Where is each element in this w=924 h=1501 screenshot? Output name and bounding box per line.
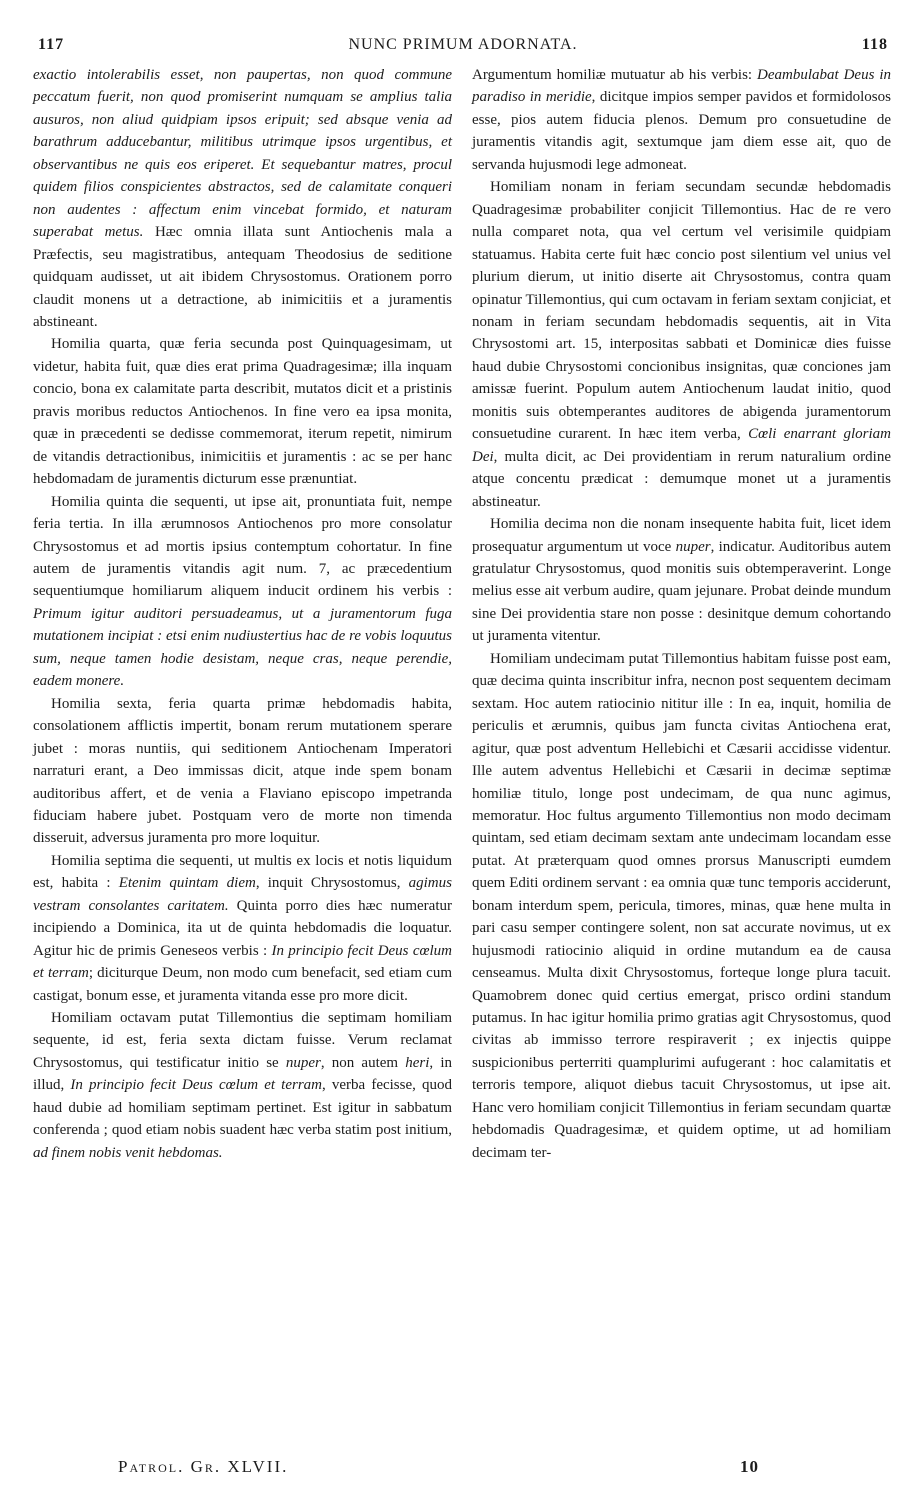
left-column bbox=[33, 64, 452, 1164]
paragraph: Homilia quinta die sequenti, ut ipse ait, pronuntiata fuit, nempe feria tertia. In illa ærumnosos Antiochenos pro more consolatur Chrysostomus et ad mortis ipsius contemptum cohortatur. In fine autem de juramentis vitandis agit num. 7, ac præcedentium sequentiumque homiliarum aliquem inducit ordinem his verbis : Primum igitur auditori persuadeamus, ut a juramentorum fuga mutationem incipiat : etsi enim nudiustertius hac de re vobis loquutus sum, neque tamen hodie desistam, neque cras, neque perendie, eadem monere. bbox=[33, 493, 452, 690]
paragraph: Homilia quarta, quæ feria secunda post Quinquagesimam, ut videtur, habita fuit, quæ dies erat prima Quadragesimæ; illa inquam concio, bona ex calamitate parta describit, mutatos dicit et a pristinis pravis moribus reductos Antiochenos. In fine vero ea ipsa monita, quæ in præcedenti se dedisse commemorat, iterum repetit, nimirum de vitandis detractionibus, inimicitiis et juramentis : ac se per hanc hebdomadam de juramentis dicturum esse prænuntiat. bbox=[33, 336, 452, 488]
paragraph: Homiliam nonam in feriam secundam secundæ hebdomadis Quadragesimæ probabiliter conjicit Tillemontius. Hac de re vero nulla comparet nota, qua vel certum vel verisimile quidpiam statuamus. Habita certe fuit hæc concio post silentium vel unius vel plurium dierum, ut initio diserte ait Chrysostomus, contra quam opinatur Tillemontius, qui cum octavam in feriam sextam conjiciat, et nonam in feriam secundam hebdomadis sequentis, ait in Vita Chrysostomi art. 15, interpositas sabbati et Dominicæ dies fuisse haud dubie Chrysostomi concionibus insignitas, quæ conciones jam amissæ fuerint. Populum autem Antiochenum laudat initio, quod monitis suis obtemperantes auditores de abigenda juramentorum consuetudine curarent. In hæc item verba, Cœli enarrant gloriam Dei, multa dicit, ac Dei providentiam in rerum naturalium ordine atque concentu prædicat : demumque monet ut a juramentis abstineatur. bbox=[472, 179, 892, 510]
page-footer bbox=[0, 1457, 924, 1485]
paragraph: exactio intolerabilis esset, non paupertas, non quod commune peccatum fuerit, non quod promiserint numquam se amplius talia ausuros, non aliud quidpiam ipsos eripuit; sed absque venia ad barathrum adducebantur, militibus utrimque ipsos urgentibus, et observantibus ne quis eos eriperet. Et sequebantur matres, procul quidem filios conspicientes abstractos, sed de calamitate conqueri non audentes : affectum enim vincebat formido, et naturam superabat metus. Hæc omnia illata sunt Antiochenis mala a Præfectis, seu magistratibus, antequam Theodosius de seditione quidquam audisset, ut ait ibidem Chrysostomus. Orationem porro claudit monens ut a detractione, ab inimicitiis et a juramentis abstineant. bbox=[33, 67, 453, 330]
paragraph: Homilia septima die sequenti, ut multis ex locis et notis liquidum est, habita : Etenim quintam diem, inquit Chrysostomus, agimus vestram consolantes caritatem. Quinta porro dies hæc numeratur incipiendo a Dominica, ita ut de quinta hebdomadis die loquatur. Agitur hic de primis Geneseos verbis : In principio fecit Deus cœlum et terram; diciturque Deum, non modo cum benefacit, sed etiam cum castigat, bonum esse, et juramenta vitanda esse pro more dicit. bbox=[33, 852, 453, 1004]
sheet-number: 10 bbox=[740, 1457, 759, 1476]
running-header bbox=[38, 36, 888, 60]
running-title: NUNC PRIMUM ADORNATA. bbox=[348, 36, 578, 53]
signature-mark: Patrol. Gr. XLVII. bbox=[118, 1457, 289, 1476]
page-number-right: 118 bbox=[861, 36, 888, 53]
page-number-left: 117 bbox=[38, 36, 65, 53]
paragraph: Homilia sexta, feria quarta primæ hebdomadis habita, consolationem afflictis impertit, bonam rerum mutationem sperare jubet : moras nuntiis, qui seditionem Antiochenam Imperatori narraturi erant, a Deo immissas dicit, atque inde spem bonam auditoribus affert, et de venia a Flaviano episcopo impetranda fiduciam habere jubet. Postquam vero de morte non timenda disseruit, adversus juramenta pro more loquitur. bbox=[33, 695, 452, 847]
paragraph: Argumentum homiliæ mutuatur ab his verbis: Deambulabat Deus in paradiso in meridie, dicitque impios semper pavidos et formidolosos esse, pios autem fiducia plenos. Demum pro consuetudine de juramentis vitandis agit, sextumque jam diem esse ait, quo de servanda hujusmodi lege admoneat. bbox=[472, 67, 891, 173]
paragraph: Homiliam undecimam putat Tillemontius habitam fuisse post eam, quæ decima quinta inscribitur infra, necnon post sequentem decimam sextam. Hoc autem ratiocinio nititur ille : In ea, inquit, homilia de periculis et ærumnis, quibus jam functa civitas Antiochena erat, agitur, quæ post adventum Hellebichi et Cæsarii accidisse videntur. Ille autem adventus Hellebichi et Cæsarii in decimæ septimæ homiliæ titulo, longe post undecimam, de qua nunc agimus, memoratur. Hoc fultus argumento Tillemontius non modo decimam quintam, sed etiam decimam sextam ante undecimam locandam esse putat. At præterquam quod omnes prorsus Manuscripti eumdem quem Editi ordinem servant : ea omnia quæ tunc temporis acciderunt, bonam interdum spem, pericula, timores, minas, quæ hene multa in pari casu semper contingere solent, non sat accurate novimus, ut ex hujusmodi ratiocinio aliquid in ordine mutandum ea de causa censeamus. Multa dixit Chrysostomus, forteque longe plura tacuit. Quamobrem donec quid certius emergat, prisco ordini standum putamus. In hac igitur homilia primo gratias agit Chrysostomus, quod civitas ab immisso terrore respiraverit ; ex injectis quippe suspicionibus perterriti quamplurimi aufugerant : hoc calamitatis et terroris tempore, aliquot diebus tacuit Chrysostomus, ut ipse ait. Hanc vero homiliam conjicit Tillemontius in feriam secundam quartæ hebdomadis Quadragesimæ, et quidem optime, ut ad homiliam decimam ter- bbox=[472, 650, 891, 1161]
paragraph: Homiliam octavam putat Tillemontius die septimam homiliam sequente, id est, feria sexta dictam fuisse. Verum reclamat Chrysostomus, qui testificatur initio se nuper, non autem heri, in illud, In principio fecit Deus cœlum et terram, verba fecisse, quod haud dubie ad homiliam septimam pertinet. Est igitur in sabbatum conferenda ; quod etiam nobis suadent hæc verba statim post initium, ad finem nobis venit hebdomas. bbox=[33, 1010, 452, 1161]
right-column bbox=[472, 64, 891, 1164]
paragraph: Homilia decima non die nonam insequente habita fuit, licet idem prosequatur argumentum ut voce nuper, indicatur. Auditoribus autem gratulatur Chrysostomus, quod monitis suis obtemperaverint. Longe melius esse ait verbum audire, quam jejunare. Probat deinde mundum sine Dei providentia stare non posse : desinitque demum cohortando ut juramenta vitentur. bbox=[472, 516, 891, 645]
